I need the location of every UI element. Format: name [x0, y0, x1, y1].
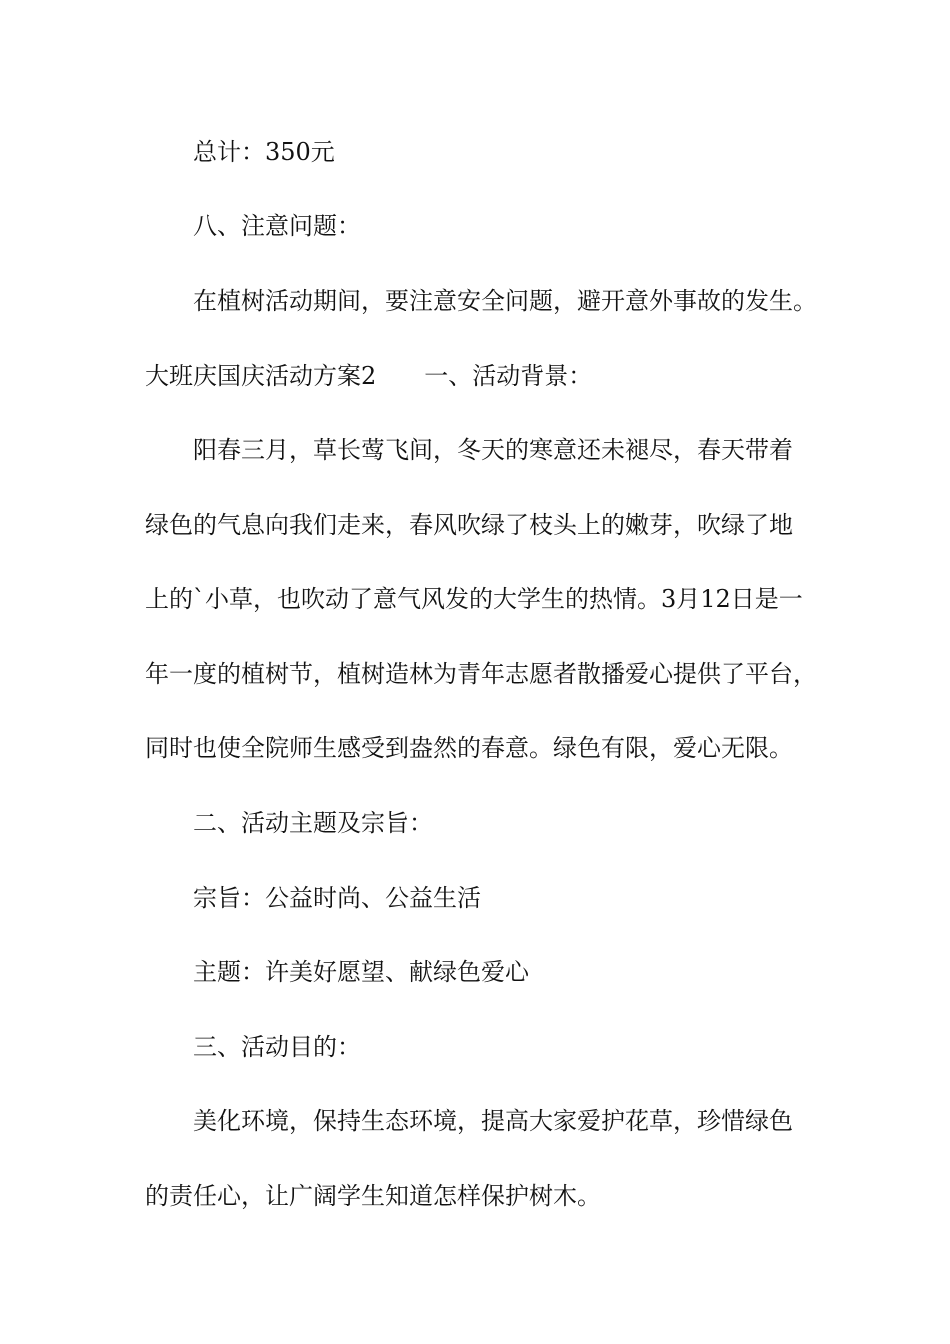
section-heading-goals: 三、活动目的： — [193, 1033, 361, 1061]
paragraph-background-line-2: 绿色的气息向我们走来，春风吹绿了枝头上的嫩芽，吹绿了地 — [145, 511, 793, 539]
purpose-line: 宗旨：公益时尚、公益生活 — [193, 884, 481, 912]
plan-title-line — [145, 361, 592, 391]
section-heading-precautions: 八、注意问题： — [193, 212, 361, 240]
paragraph-goals-line-1: 美化环境，保持生态环境，提高大家爱护花草，珍惜绿色 — [193, 1107, 793, 1135]
plan-title: 大班庆国庆活动方案2 — [145, 362, 377, 390]
section-heading-theme: 二、活动主题及宗旨： — [193, 809, 433, 837]
paragraph-background-line-5: 同时也使全院师生感受到盎然的春意。绿色有限，爱心无限。 — [145, 734, 793, 762]
paragraph-background-line-1: 阳春三月，草长莺飞间，冬天的寒意还未褪尽，春天带着 — [193, 436, 793, 464]
total-cost-line: 总计：350元 — [193, 138, 335, 166]
paragraph-background-line-3: 上的`小草，也吹动了意气风发的大学生的热情。3月12日是一 — [145, 585, 803, 613]
paragraph-background-line-4: 年一度的植树节，植树造林为青年志愿者散播爱心提供了平台， — [145, 660, 817, 688]
paragraph-goals-line-2: 的责任心，让广阔学生知道怎样保护树木。 — [145, 1182, 601, 1210]
theme-line: 主题：许美好愿望、献绿色爱心 — [193, 958, 529, 986]
section-heading-background: 一、活动背景： — [424, 362, 593, 390]
paragraph-safety: 在植树活动期间，要注意安全问题，避开意外事故的发生。 — [193, 287, 817, 315]
